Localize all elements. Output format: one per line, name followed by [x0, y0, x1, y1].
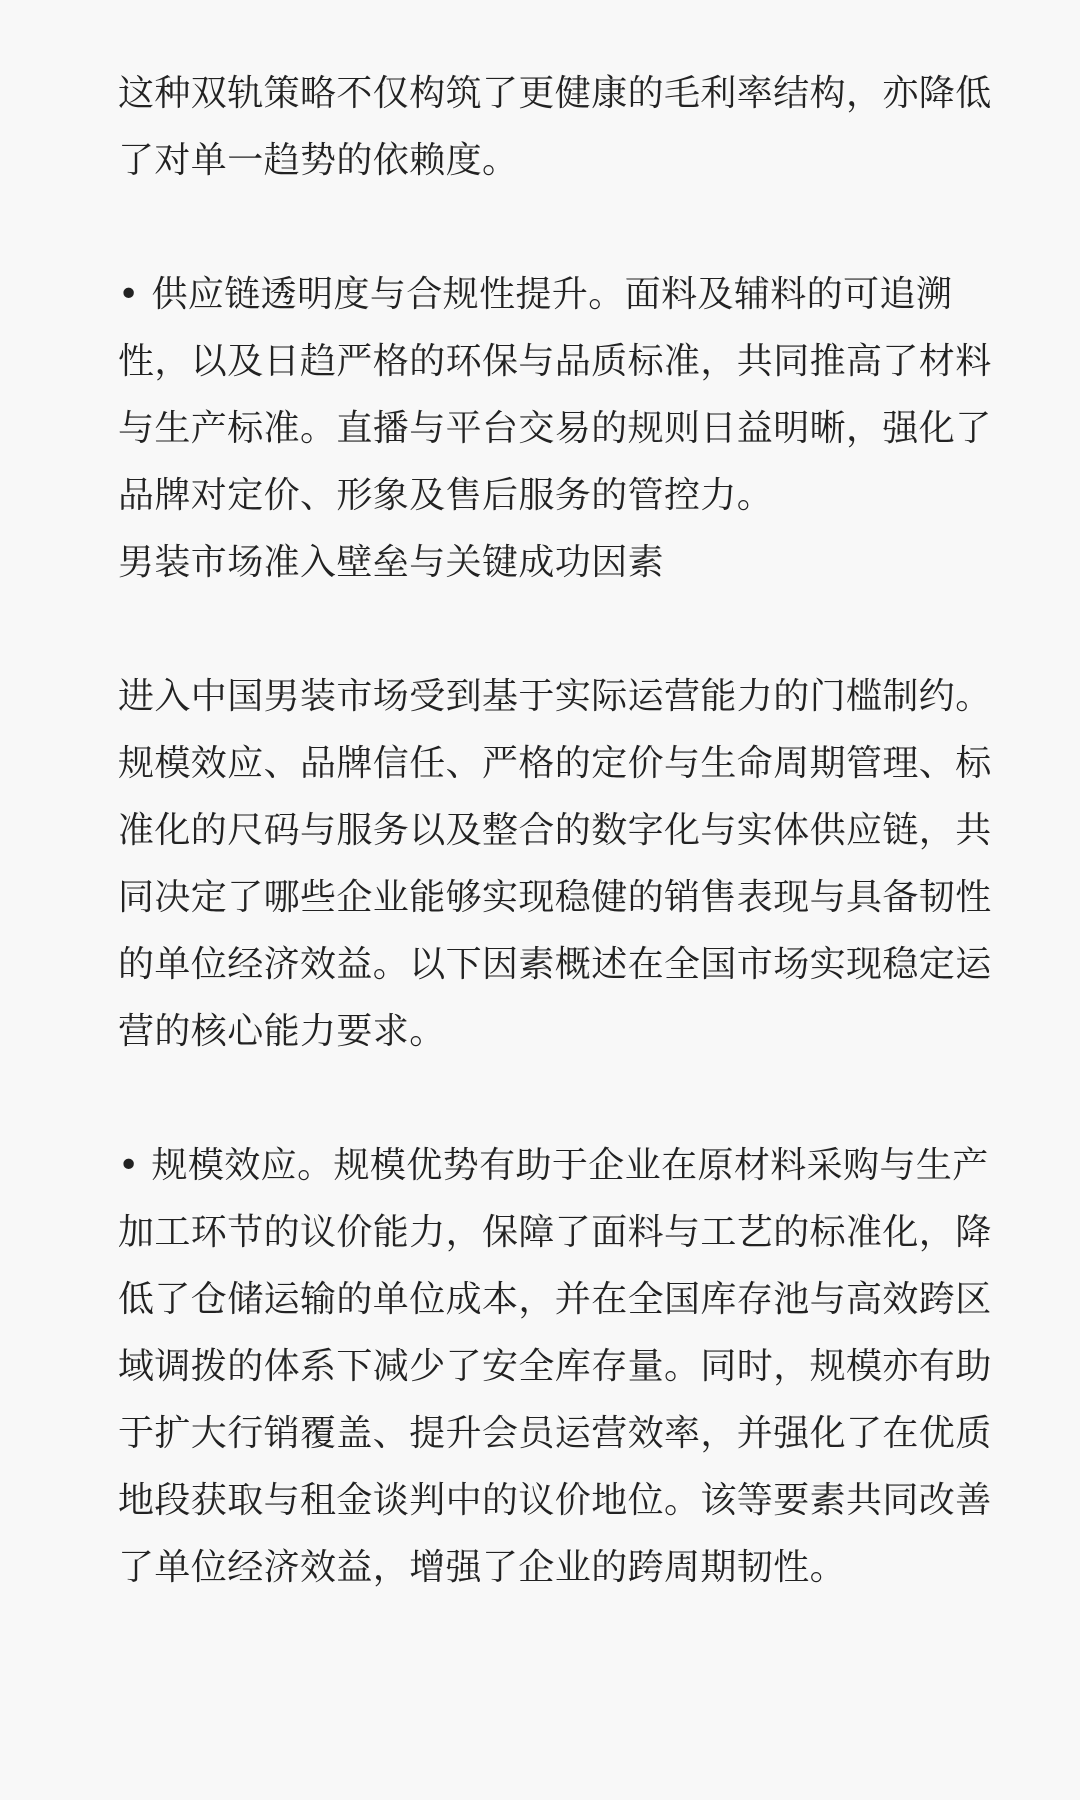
- section-heading-market-barriers: 男装市场准入壁垒与关键成功因素: [118, 542, 665, 583]
- bullet-scale-effect: • 规模效应。规模优势有助于企业在原材料采购与生产加工环节的议价能力，保障了面料与工艺的标准化，降低了仓储运输的单位成本，并在全国库存池与高效跨区域调拨的体系下减少了安全库存量。同时，规模亦有助于扩大行销覆盖、提升会员运营效率，并强化了在优质地段获取与租金谈判中的议价地位。该等要素共同改善了单位经济效益，增强了企业的跨周期韧性。: [118, 1145, 992, 1588]
- paragraph-dual-track-summary: 这种双轨策略不仅构筑了更健康的毛利率结构，亦降低了对单一趋势的依赖度。: [118, 73, 992, 181]
- bullet-supply-chain-transparency: • 供应链透明度与合规性提升。面料及辅料的可追溯性，以及日趋严格的环保与品质标准，共同推高了材料与生产标准。直播与平台交易的规则日益明晰，强化了品牌对定价、形象及售后服务的管控力。: [118, 274, 992, 516]
- paragraph-entry-thresholds: 进入中国男装市场受到基于实际运营能力的门槛制约。规模效应、品牌信任、严格的定价与生命周期管理、标准化的尺码与服务以及整合的数字化与实体供应链，共同决定了哪些企业能够实现稳健的销售表现与具备韧性的单位经济效益。以下因素概述在全国市场实现稳定运营的核心能力要求。: [118, 676, 992, 1052]
